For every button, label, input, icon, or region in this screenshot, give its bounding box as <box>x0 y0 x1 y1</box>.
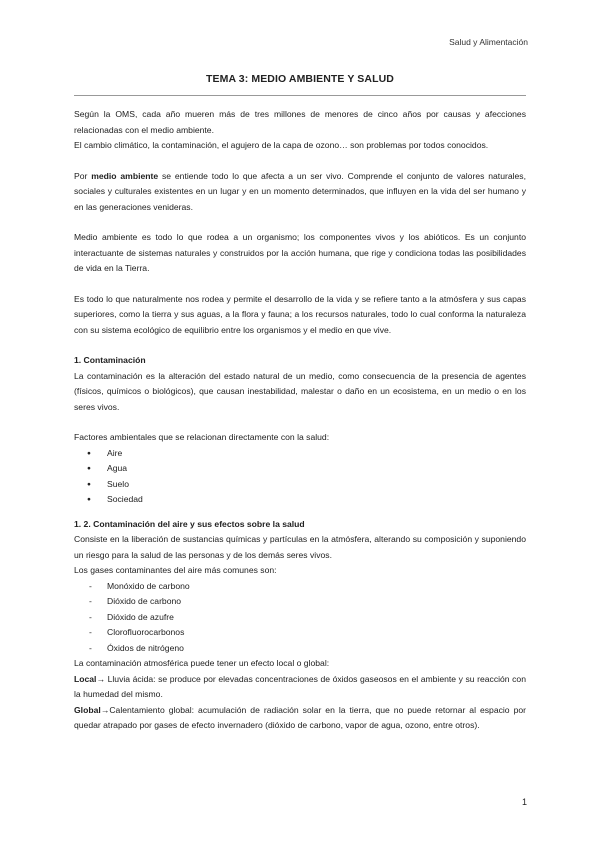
medio-ambiente-term: medio ambiente <box>91 170 159 181</box>
list-item: - Óxidos de nitrógeno <box>74 641 526 657</box>
global-effect <box>74 703 526 734</box>
running-header: Salud y Alimentación <box>449 37 528 47</box>
factors-intro: Factores ambientales que se relacionan directamente con la salud: <box>74 432 330 442</box>
local-text: → Lluvia ácida: se produce por elevadas concentraciones de óxidos gaseosos en el ambiente y su reacción con la humedad del mismo. <box>74 673 526 699</box>
list-item: - Monóxido de carbono <box>74 579 526 595</box>
aire-text: Consiste en la liberación de sustancias químicas y partículas en la atmósfera, alterando su composición y suponiendo un riesgo para la salud de las personas y de los demás seres vivos. <box>74 534 526 560</box>
def1-post: se entiende todo lo que afecta a un ser vivo. Comprende el conjunto de valores naturales, sociales y culturales existentes en un lugar y en un momento determinados, que influyen en la vida del ser humano y en las generaciones venideras. <box>74 170 526 212</box>
intro-paragraph-2: El cambio climático, la contaminación, el agujero de la capa de ozono… son problemas por todos conocidos. <box>74 140 489 150</box>
definition-paragraph-2: Medio ambiente es todo lo que rodea a un organismo; los componentes vivos y los abióticos. Es un conjunto interactuante de sistemas naturales y construidos por la acción humana, que rige y condiciona todas las posibilidades de vida en la Tierra. <box>74 232 526 273</box>
list-item: - Dióxido de carbono <box>74 594 526 610</box>
definition-paragraph-3: Es todo lo que naturalmente nos rodea y permite el desarrollo de la vida y se refiere tanto a la atmósfera y sus capas superiores, como la tierra y sus aguas, a la flora y fauna; a los recursos naturales, todo lo cual conforma la naturaleza con su sistema ecológico de equilibrio entre los organismos y el medio en que vive. <box>74 293 526 335</box>
local-effect <box>74 672 526 703</box>
page-title: TEMA 3: MEDIO AMBIENTE Y SALUD <box>206 73 394 85</box>
global-label: Global <box>74 704 101 715</box>
page-number: 1 <box>521 797 527 807</box>
section-heading-contaminacion: 1. Contaminación <box>74 355 146 365</box>
effect-intro: La contaminación atmosférica puede tener un efecto local o global: <box>74 658 330 668</box>
list-item: ● Sociedad <box>74 492 526 508</box>
section-heading-aire: 1. 2. Contaminación del aire y sus efectos sobre la salud <box>74 518 305 529</box>
gases-intro: Los gases contaminantes del aire más comunes son: <box>74 565 277 575</box>
title-divider <box>74 95 526 96</box>
def1-pre: Por <box>74 170 92 181</box>
list-item: ● Suelo <box>74 477 526 493</box>
local-label: Local <box>74 673 97 684</box>
list-item: ● Aire <box>74 446 526 462</box>
gases-list <box>74 579 526 657</box>
global-text: →Calentamiento global: acumulación de radiación solar en la tierra, que no puede retornar al espacio por quedar atrapado por gases de efecto invernadero (dióxido de carbono, vapor de agua, ozono, entre otros). <box>74 704 526 730</box>
document-body <box>74 107 526 734</box>
contaminacion-text: La contaminación es la alteración del estado natural de un medio, como consecuencia de la presencia de agentes (físicos, químicos o biológicos), que causan inestabilidad, malestar o daño en un ecosistema, en un medio o en los seres vivos. <box>74 370 526 412</box>
list-item: ● Agua <box>74 461 526 477</box>
factors-list <box>74 446 526 508</box>
intro-paragraph-1: Según la OMS, cada año mueren más de tres millones de menores de cinco años por causas y afecciones relacionadas con el medio ambiente. <box>74 109 526 135</box>
definition-paragraph-1 <box>74 169 526 216</box>
list-item: - Dióxido de azufre <box>74 610 526 626</box>
list-item: - Clorofluorocarbonos <box>74 625 526 641</box>
